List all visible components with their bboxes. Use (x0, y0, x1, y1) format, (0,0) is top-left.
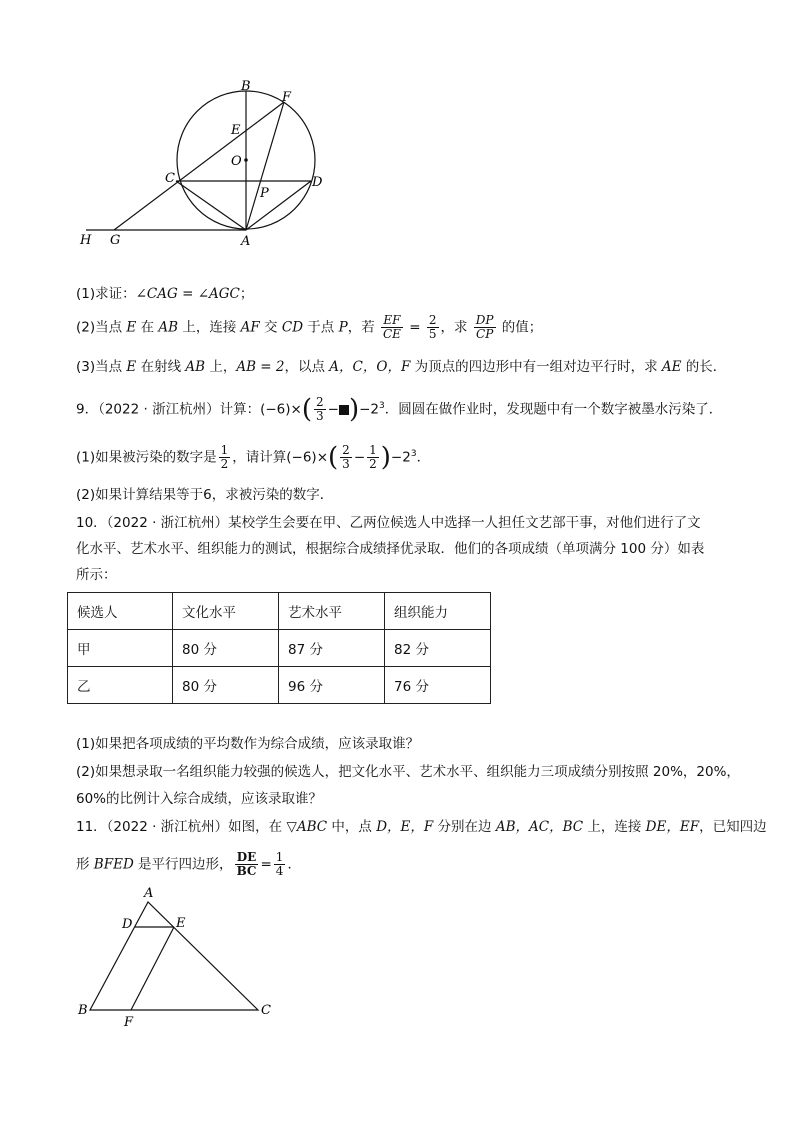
ink-blot (339, 405, 349, 415)
label-o: O (231, 154, 242, 169)
label-d: D (312, 175, 323, 190)
table-header-cell: 候选人 (68, 593, 173, 630)
score-table (67, 592, 491, 704)
q11-line2: 形 BFED 是平行四边形， $\frac{DE}{BC}$ = $\frac{1}{4}$ ． (76, 850, 301, 878)
q8-part2: (2)当点 E 在 AB 上，连接 AF 交 CD 于点 P，若 $\frac{EF}{CE}$ = $\frac{2}{5}$ ，求 $\frac{DP}{CP}$ 的值； (76, 313, 543, 341)
label-h: H (80, 233, 92, 248)
table-row (68, 630, 491, 667)
q9-heading: 9．（2022 · 浙江杭州）计算：(−6)×( $\frac{2}{3}$ − )$-2^3$．圆圆在做作业时，发现题中有一个数字被墨水污染了． (76, 394, 723, 425)
label-e: E (231, 123, 241, 138)
q10-line1: 10．（2022 · 浙江杭州）某校学生会要在甲、乙两位候选人中选择一人担任文艺部干事，对他们进行了文 (76, 515, 701, 531)
tri-label-d: D (122, 917, 133, 932)
tri-label-a: A (144, 886, 154, 901)
tri-label-b: B (78, 1003, 88, 1018)
table-cell: 96 分 (279, 667, 385, 704)
table-cell: 甲 (68, 630, 173, 667)
q10-part2-line1: (2)如果想录取一名组织能力较强的候选人，把文化水平、艺术水平、组织能力三项成绩分别按照 20%，20%， (76, 764, 740, 780)
table-header-cell: 文化水平 (173, 593, 279, 630)
tri-label-f: F (124, 1015, 134, 1030)
tri-label-e: E (176, 916, 186, 931)
table-cell: 乙 (68, 667, 173, 704)
label-f: F (282, 90, 292, 105)
q10-line3: 所示： (76, 567, 117, 583)
table-cell: 80 分 (173, 667, 279, 704)
label-a: A (241, 234, 251, 249)
table-cell: 76 分 (385, 667, 491, 704)
q10-line2: 化水平、艺术水平、组织能力的测试，根据综合成绩择优录取．他们的各项成绩（单项满分 100 分）如表 (76, 541, 705, 557)
q9-part1: (1)如果被污染的数字是 $\frac{1}{2}$ ，请计算(−6)×( $\frac{2}{3}$ − $\frac{1}{2}$ )$-2^3$． (76, 442, 431, 473)
q9-part2: (2)如果计算结果等于6，求被污染的数字． (76, 487, 334, 503)
q8-part1: (1)求证：∠CAG = ∠AGC； (76, 286, 254, 302)
label-p: P (260, 186, 269, 201)
label-c: C (165, 171, 175, 186)
label-g: G (110, 233, 121, 248)
triangle-figure (70, 880, 280, 1030)
circle-figure (70, 78, 350, 253)
q8-part3: (3)当点 E 在射线 AB 上，AB = 2，以点 A，C，O，F 为顶点的四边形中有一组对边平行时，求 AE 的长． (76, 359, 727, 375)
table-cell: 82 分 (385, 630, 491, 667)
label-b: B (241, 79, 251, 94)
q11-line1: 11．（2022 · 浙江杭州）如图，在 ▽ABC 中，点 D，E，F 分别在边 AB，AC，BC 上，连接 DE，EF，已知四边 (76, 819, 767, 835)
table-cell: 87 分 (279, 630, 385, 667)
q10-part1: (1)如果把各项成绩的平均数作为综合成绩，应该录取谁？ (76, 736, 420, 752)
table-header-cell: 组织能力 (385, 593, 491, 630)
q10-part2-line2: 60%的比例计入综合成绩，应该录取谁？ (76, 791, 323, 807)
tri-label-c: C (261, 1003, 271, 1018)
table-header-row (68, 593, 491, 630)
table-cell: 80 分 (173, 630, 279, 667)
table-header-cell: 艺术水平 (279, 593, 385, 630)
table-row (68, 667, 491, 704)
